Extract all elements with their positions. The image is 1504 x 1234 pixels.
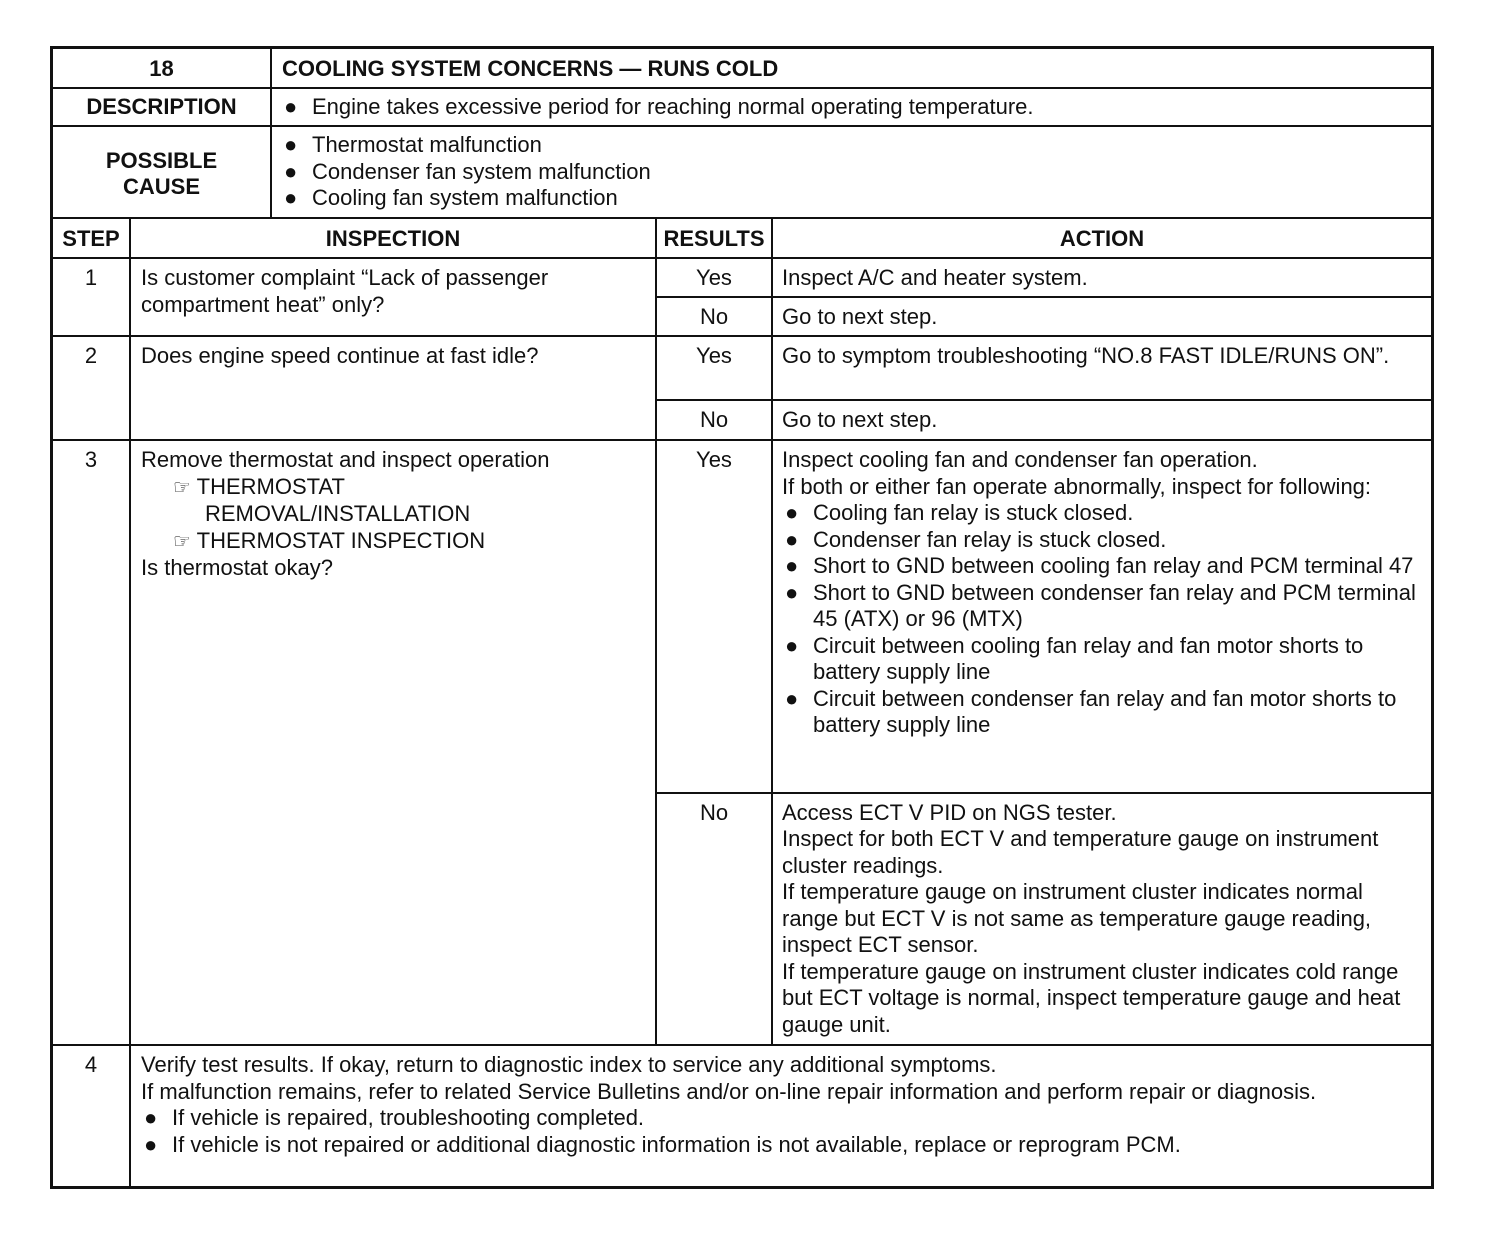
bullet-icon: ● — [785, 685, 799, 711]
results-group — [657, 441, 1431, 1044]
step-row-4 — [53, 1046, 1431, 1186]
inspection-text: Remove thermostat and inspect operation — [141, 447, 550, 472]
result-no — [657, 298, 1431, 337]
action-text: Go to next step. — [782, 406, 938, 432]
result-label: Yes — [657, 259, 773, 296]
result-label: No — [657, 298, 773, 337]
result-label: Yes — [657, 441, 773, 792]
title-row — [53, 49, 1431, 89]
list-item: ● Condenser fan relay is stuck closed. — [782, 527, 1421, 554]
result-label: Yes — [657, 337, 773, 399]
final-step-text: Verify test results. If okay, return to diagnostic index to service any additional symptoms. If malfunction remains, refer to related Service Bulletins and/or on-line repair information and perform repair or diagnosis. ● If vehicle is repaired, troubleshooting completed. ● If vehicle is not repaired or additional diagnostic information is not available, replace or reprogram PCM. — [131, 1046, 1431, 1186]
result-no — [657, 401, 1431, 440]
list-item: ● Cooling fan system malfunction — [284, 185, 618, 210]
list-item: ● Condenser fan system malfunction — [284, 158, 651, 184]
step-row-3 — [53, 441, 1431, 1046]
column-header-step: STEP — [53, 219, 131, 257]
results-group — [657, 259, 1431, 335]
result-no — [657, 794, 1431, 1045]
inspection-text: Is customer complaint “Lack of passenger compartment heat” only? — [131, 259, 657, 335]
action-text: Go to symptom troubleshooting “NO.8 FAST IDLE/RUNS ON”. — [782, 343, 1390, 368]
result-label: No — [657, 794, 773, 1045]
bullet-icon: ● — [785, 500, 799, 525]
inspection-text: Does engine speed continue at fast idle? — [131, 337, 657, 439]
column-header-action: ACTION — [1059, 226, 1145, 251]
bullet-icon: ● — [144, 1131, 158, 1157]
list-item: ● Short to GND between cooling fan relay and PCM terminal 47 — [782, 553, 1421, 580]
step-number: 1 — [53, 259, 131, 335]
bullet-icon: ● — [785, 553, 799, 578]
column-header-row — [53, 219, 1431, 259]
results-group — [657, 337, 1431, 439]
list-item: ● If vehicle is repaired, troubleshooting completed. — [141, 1105, 1391, 1132]
reference-link[interactable]: ☞ THERMOSTAT INSPECTION — [173, 527, 486, 553]
description-cell — [272, 89, 1431, 125]
bullet-icon: ● — [284, 158, 298, 184]
troubleshooting-table — [50, 46, 1434, 1189]
bullet-icon: ● — [785, 526, 799, 552]
column-header-results: RESULTS — [657, 219, 773, 257]
step-number: 3 — [53, 441, 131, 1044]
possible-cause-label: POSSIBLE CAUSE — [53, 127, 272, 217]
list-item: ● Short to GND between condenser fan relay and PCM terminal 45 (ATX) or 96 (MTX) — [782, 580, 1421, 633]
step-number: 4 — [53, 1046, 131, 1186]
description-row — [53, 89, 1431, 127]
list-item: ● If vehicle is not repaired or additional diagnostic information is not available, replace or reprogram PCM. — [141, 1132, 1391, 1159]
pointing-hand-icon: ☞ — [173, 530, 191, 553]
bullet-icon: ● — [284, 94, 298, 119]
action-text: Inspect A/C and heater system. — [782, 265, 1088, 290]
description-label: DESCRIPTION — [53, 89, 272, 125]
list-item: ● Cooling fan relay is stuck closed. — [782, 500, 1421, 527]
possible-cause-row — [53, 127, 1431, 219]
action-cell: Access ECT V PID on NGS tester. Inspect for both ECT V and temperature gauge on instrument cluster readings. If temperature gauge on instrument cluster indicates normal range but ECT V is not same as temperature gauge reading, inspect ECT sensor. If temperature gauge on instrument cluster indicates cold range but ECT voltage is normal, inspect temperature gauge and heat gauge unit. — [782, 799, 1401, 1037]
result-yes — [657, 441, 1431, 794]
bullet-icon: ● — [785, 632, 799, 658]
symptom-number: 18 — [53, 49, 272, 87]
bullet-icon: ● — [284, 132, 298, 157]
possible-cause-list — [272, 127, 1431, 217]
action-cell: Inspect cooling fan and condenser fan operation. If both or either fan operate abnormally, inspect for following: ● Cooling fan relay is stuck closed. ● Condenser fan relay is stuck closed. ● Short to GND between cooling fan relay and PCM terminal 47 ● Short to GND between condenser fan relay and PCM terminal 45 (ATX) or 96 (MTX) ● Circuit between cooling fan relay and fan motor shorts to battery supply line ● Circuit between condenser fan relay and fan motor shorts to battery supply line — [773, 441, 1431, 792]
inspection-question: Is thermostat okay? — [141, 555, 333, 580]
step-row-2 — [53, 337, 1431, 441]
symptom-title: COOLING SYSTEM CONCERNS — RUNS COLD — [282, 56, 779, 81]
list-item: ● Circuit between cooling fan relay and fan motor shorts to battery supply line — [782, 633, 1421, 686]
list-item: ● Thermostat malfunction — [284, 132, 542, 157]
result-label: No — [657, 401, 773, 440]
inspection-cell — [131, 441, 657, 1044]
reference-link[interactable]: ☞ THERMOSTAT — [173, 473, 345, 499]
bullet-icon: ● — [284, 185, 298, 210]
bullet-icon: ● — [144, 1105, 158, 1130]
bullet-icon: ● — [785, 579, 799, 605]
description-text: Engine takes excessive period for reaching normal operating temperature. — [312, 94, 1034, 119]
step-row-1 — [53, 259, 1431, 337]
step-number: 2 — [53, 337, 131, 439]
result-yes — [657, 259, 1431, 298]
result-yes — [657, 337, 1431, 401]
list-item: ● Circuit between condenser fan relay and fan motor shorts to battery supply line — [782, 686, 1421, 739]
reference-link-continued[interactable]: REMOVAL/INSTALLATION — [205, 501, 471, 526]
action-text: Go to next step. — [782, 304, 938, 329]
column-header-inspection: INSPECTION — [131, 219, 657, 257]
pointing-hand-icon: ☞ — [173, 476, 191, 499]
